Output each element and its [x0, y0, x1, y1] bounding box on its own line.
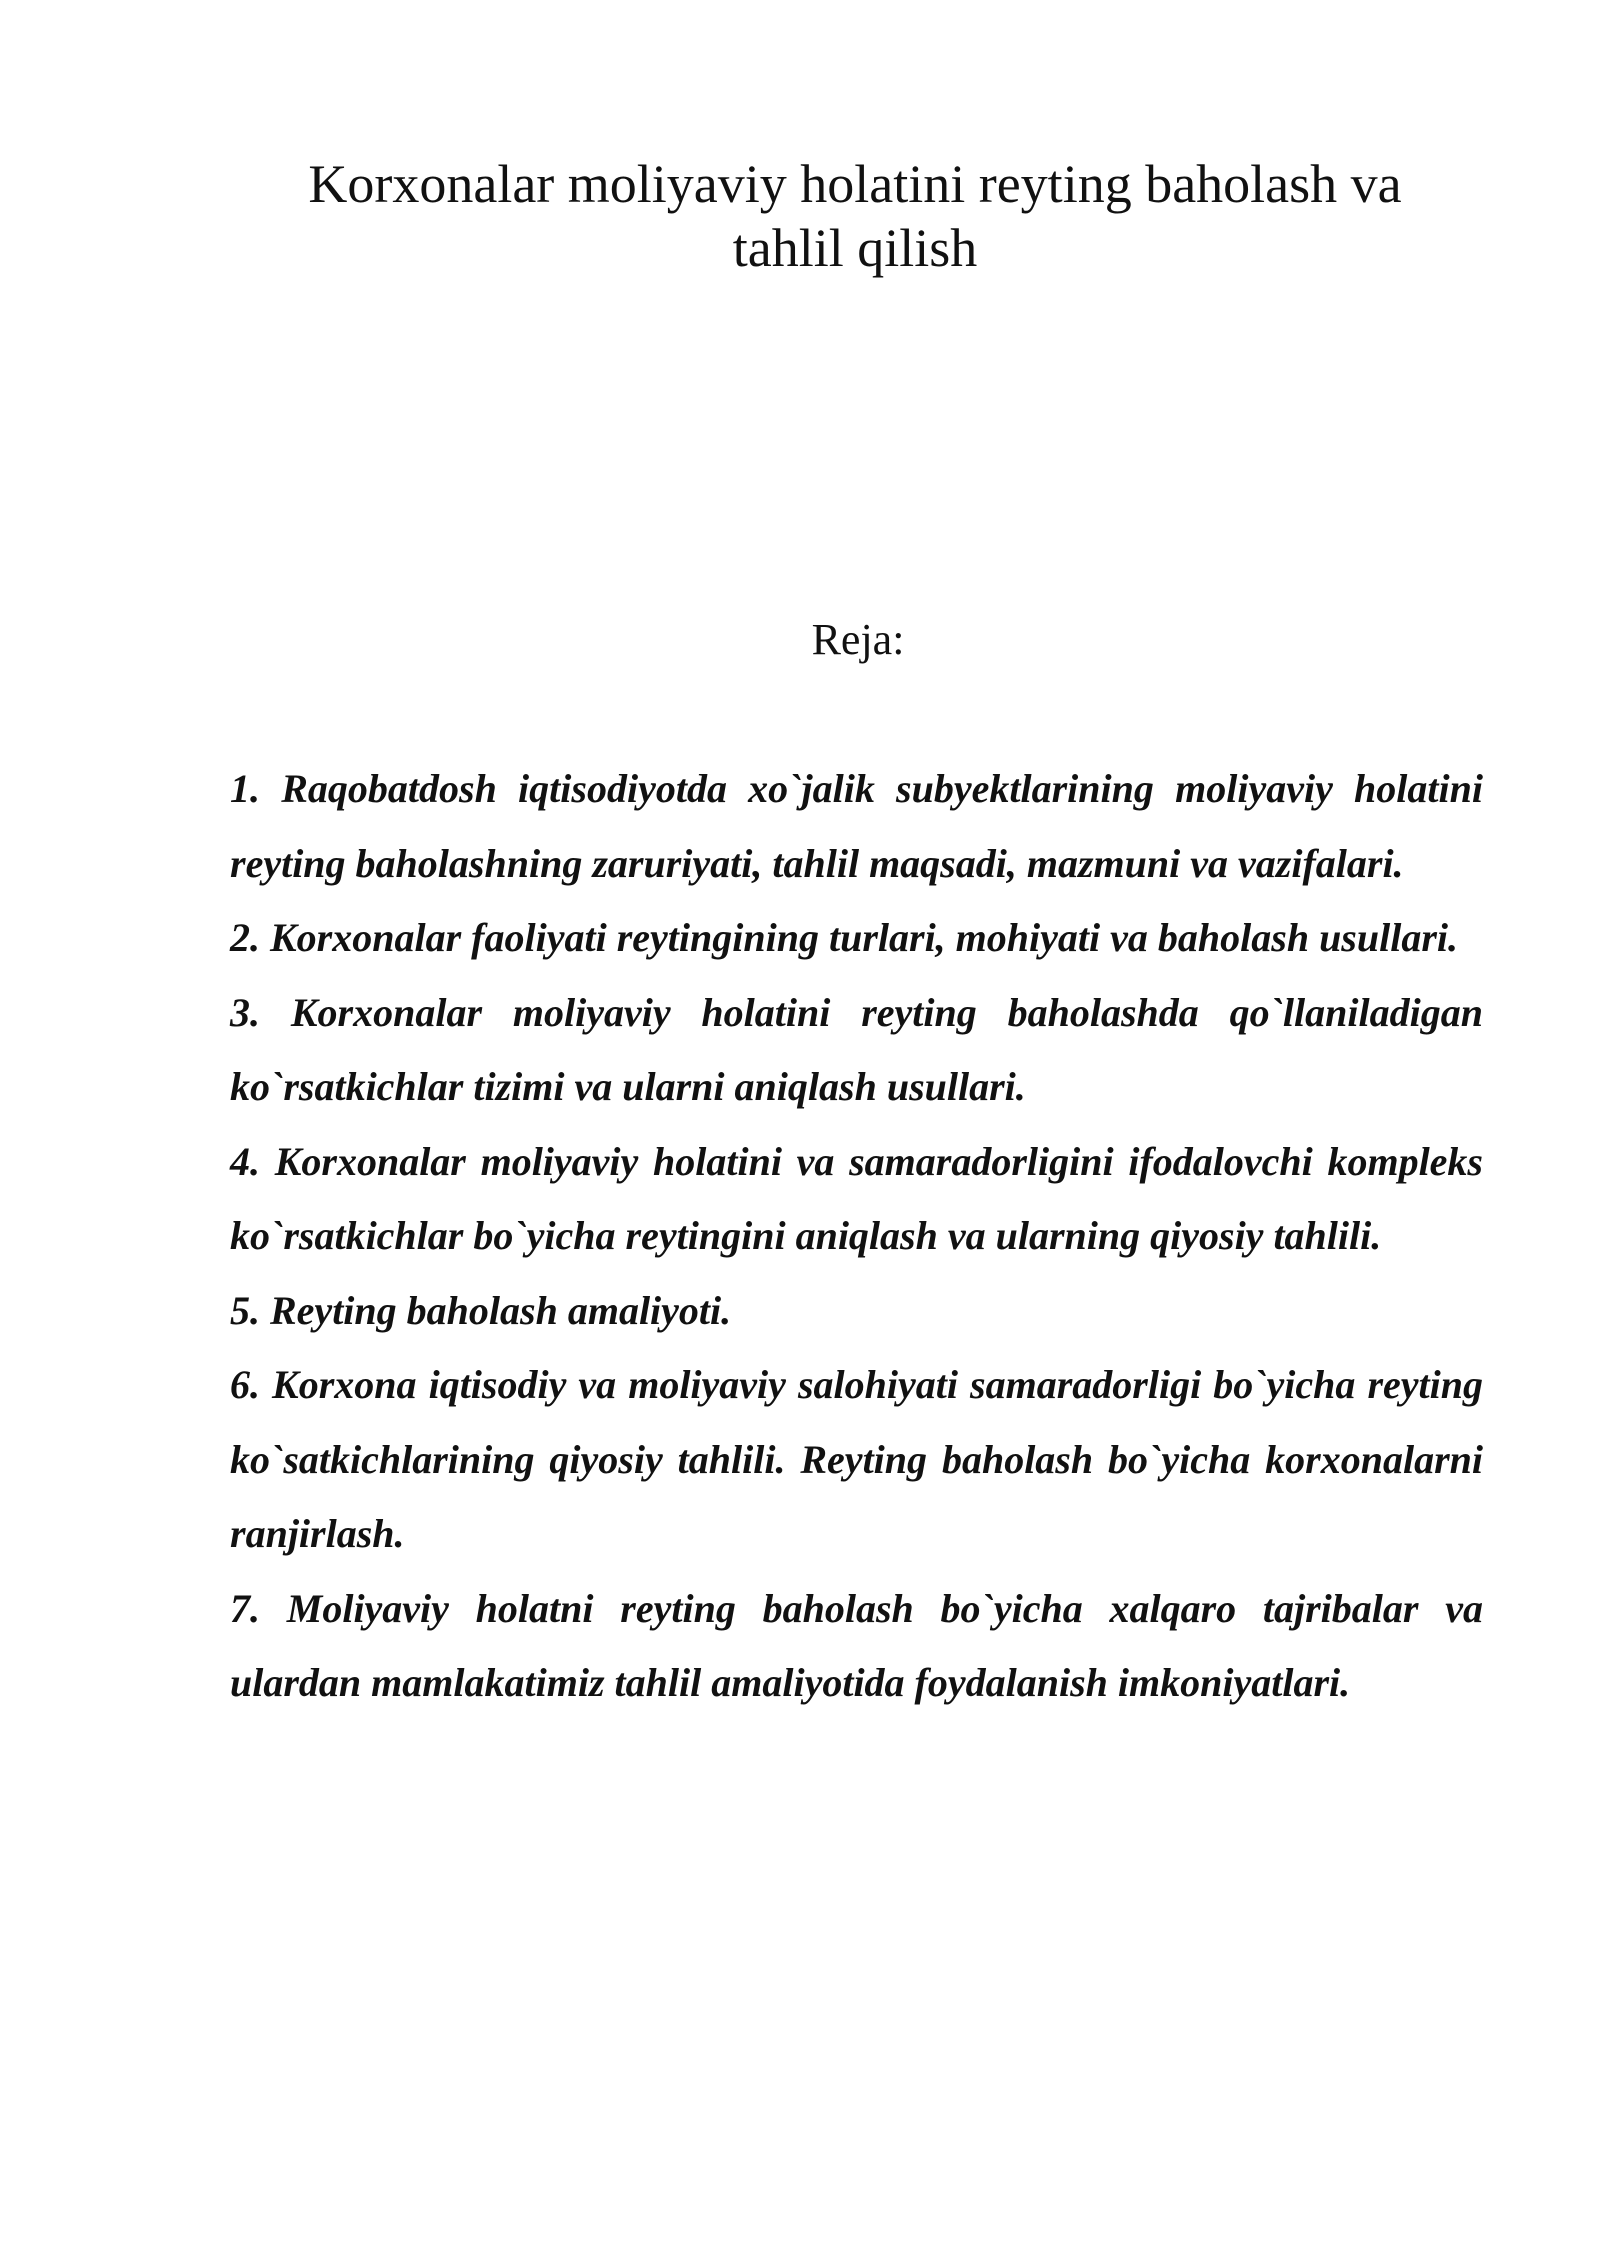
plan-item-7: 7. Moliyaviy holatni reyting baholash bo`yicha xalqaro tajribalar va ulardan mamlakatimiz tahlil amaliyotida foydalanish imkoniyatlari. [230, 1585, 1483, 1705]
document-title-line-2: tahlil qilish [732, 218, 978, 278]
plan-item-3: 3. Korxonalar moliyaviy holatini reyting baholashda qo`llaniladigan ko`rsatkichlar tizimi va ularni aniqlash usullari. [230, 989, 1483, 1109]
plan-heading: Reja: [811, 615, 905, 664]
document-title [230, 152, 1480, 280]
plan-item-4: 4. Korxonalar moliyaviy holatini va samaradorligini ifodalovchi kompleks ko`rsatkichlar bo`yicha reytingini aniqlash va ularning qiyosiy tahlili. [230, 1138, 1483, 1258]
plan-item-2: 2. Korxonalar faoliyati reytingining turlari, mohiyati va baholash usullari. [230, 915, 1459, 960]
plan-item-5: 5. Reyting baholash amaliyoti. [230, 1287, 732, 1333]
document-title-line-1: Korxonalar moliyaviy holatini reyting baholash va [308, 154, 1402, 214]
plan-list [230, 752, 1483, 1721]
plan-item-1: 1. Raqobatdosh iqtisodiyotda xo`jalik subyektlarining moliyaviy holatini reyting baholashning zaruriyati, tahlil maqsadi, mazmuni va vazifalari. [230, 766, 1483, 886]
plan-item-6: 6. Korxona iqtisodiy va moliyaviy salohiyati samaradorligi bo`yicha reyting ko`satkichlarining qiyosiy tahlili. Reyting baholash bo`yicha korxonalarni ranjirlash. [230, 1362, 1483, 1556]
